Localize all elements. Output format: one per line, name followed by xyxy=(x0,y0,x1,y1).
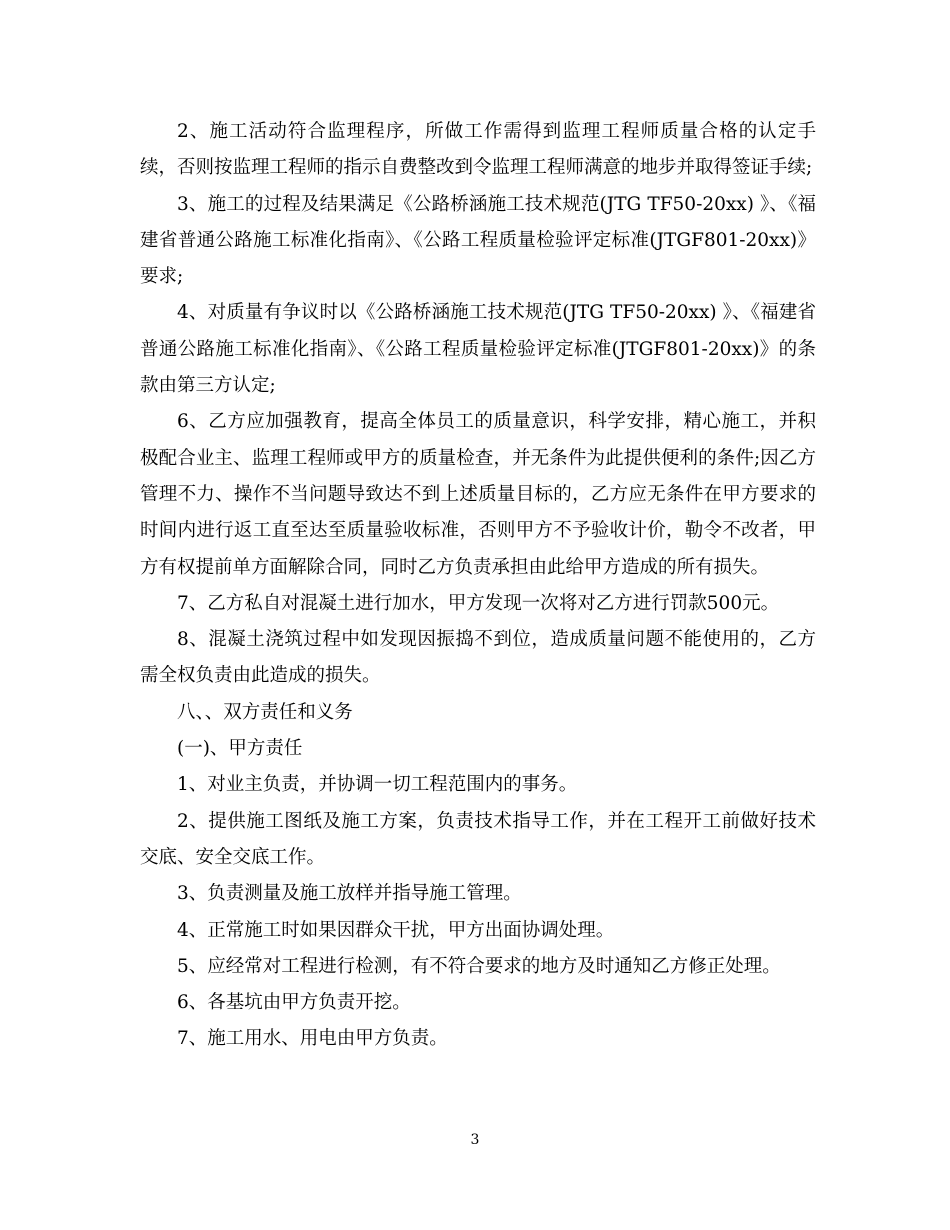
party-a-item-1: 1、对业主负责，并协调一切工程范围内的事务。 xyxy=(177,774,578,796)
paragraph-item-7-water-penalty: 7、乙方私自对混凝土进行加水，甲方发现一次将对乙方进行罚款500元。 xyxy=(177,592,780,614)
section-heading-responsibilities: 八、、双方责任和义务 xyxy=(177,701,353,723)
subsection-heading-party-a: (一)、甲方责任 xyxy=(177,738,303,760)
paragraph-item-3-standards: 3、施工的过程及结果满足《公路桥涵施工技术规范(JTG TF50-20xx) 》、《福建省普通公路施工标准化指南》、《公路工程质量检验评定标准(JTGF801-20xx)》要求; xyxy=(140,193,816,288)
paragraph-item-2-supervision: 2、施工活动符合监理程序，所做工作需得到监理工程师质量合格的认定手续，否则按监理工程师的指示自费整改到令监理工程师满意的地步并取得签证手续; xyxy=(140,121,816,179)
paragraph-item-4-dispute: 4、对质量有争议时以《公路桥涵施工技术规范(JTG TF50-20xx) 》、《福建省普通公路施工标准化指南》、《公路工程质量检验评定标准(JTGF801-20xx)》的条款由第三方认定; xyxy=(140,302,816,397)
party-a-item-4: 4、正常施工时如果因群众干扰，甲方出面协调处理。 xyxy=(177,919,615,941)
party-a-item-2: 2、提供施工图纸及施工方案，负责技术指导工作，并在工程开工前做好技术交底、安全交底工作。 xyxy=(140,810,816,868)
paragraph-item-8-pouring-loss: 8、混凝土浇筑过程中如发现因振捣不到位，造成质量问题不能使用的，乙方需全权负责由此造成的损失。 xyxy=(140,629,816,687)
party-a-item-3: 3、负责测量及施工放样并指导施工管理。 xyxy=(177,883,522,905)
paragraph-item-6-quality-education: 6、乙方应加强教育，提高全体员工的质量意识，科学安排，精心施工，并积极配合业主、监理工程师或甲方的质量检查，并无条件为此提供便利的条件;因乙方管理不力、操作不当问题导致达不到上述质量目标的，乙方应无条件在甲方要求的时间内进行返工直至达至质量验收标准，否则甲方不予验收计价，勒令不改者，甲方有权提前单方面解除合同，同时乙方负责承担由此给甲方造成的所有损失。 xyxy=(140,411,816,578)
page-number: 3 xyxy=(470,1132,480,1148)
party-a-item-6: 6、各基坑由甲方负责开挖。 xyxy=(177,992,411,1014)
party-a-item-5: 5、应经常对工程进行检测，有不符合要求的地方及时通知乙方修正处理。 xyxy=(177,955,781,977)
document-body xyxy=(140,114,816,1058)
party-a-item-7: 7、施工用水、用电由甲方负责。 xyxy=(177,1028,448,1050)
